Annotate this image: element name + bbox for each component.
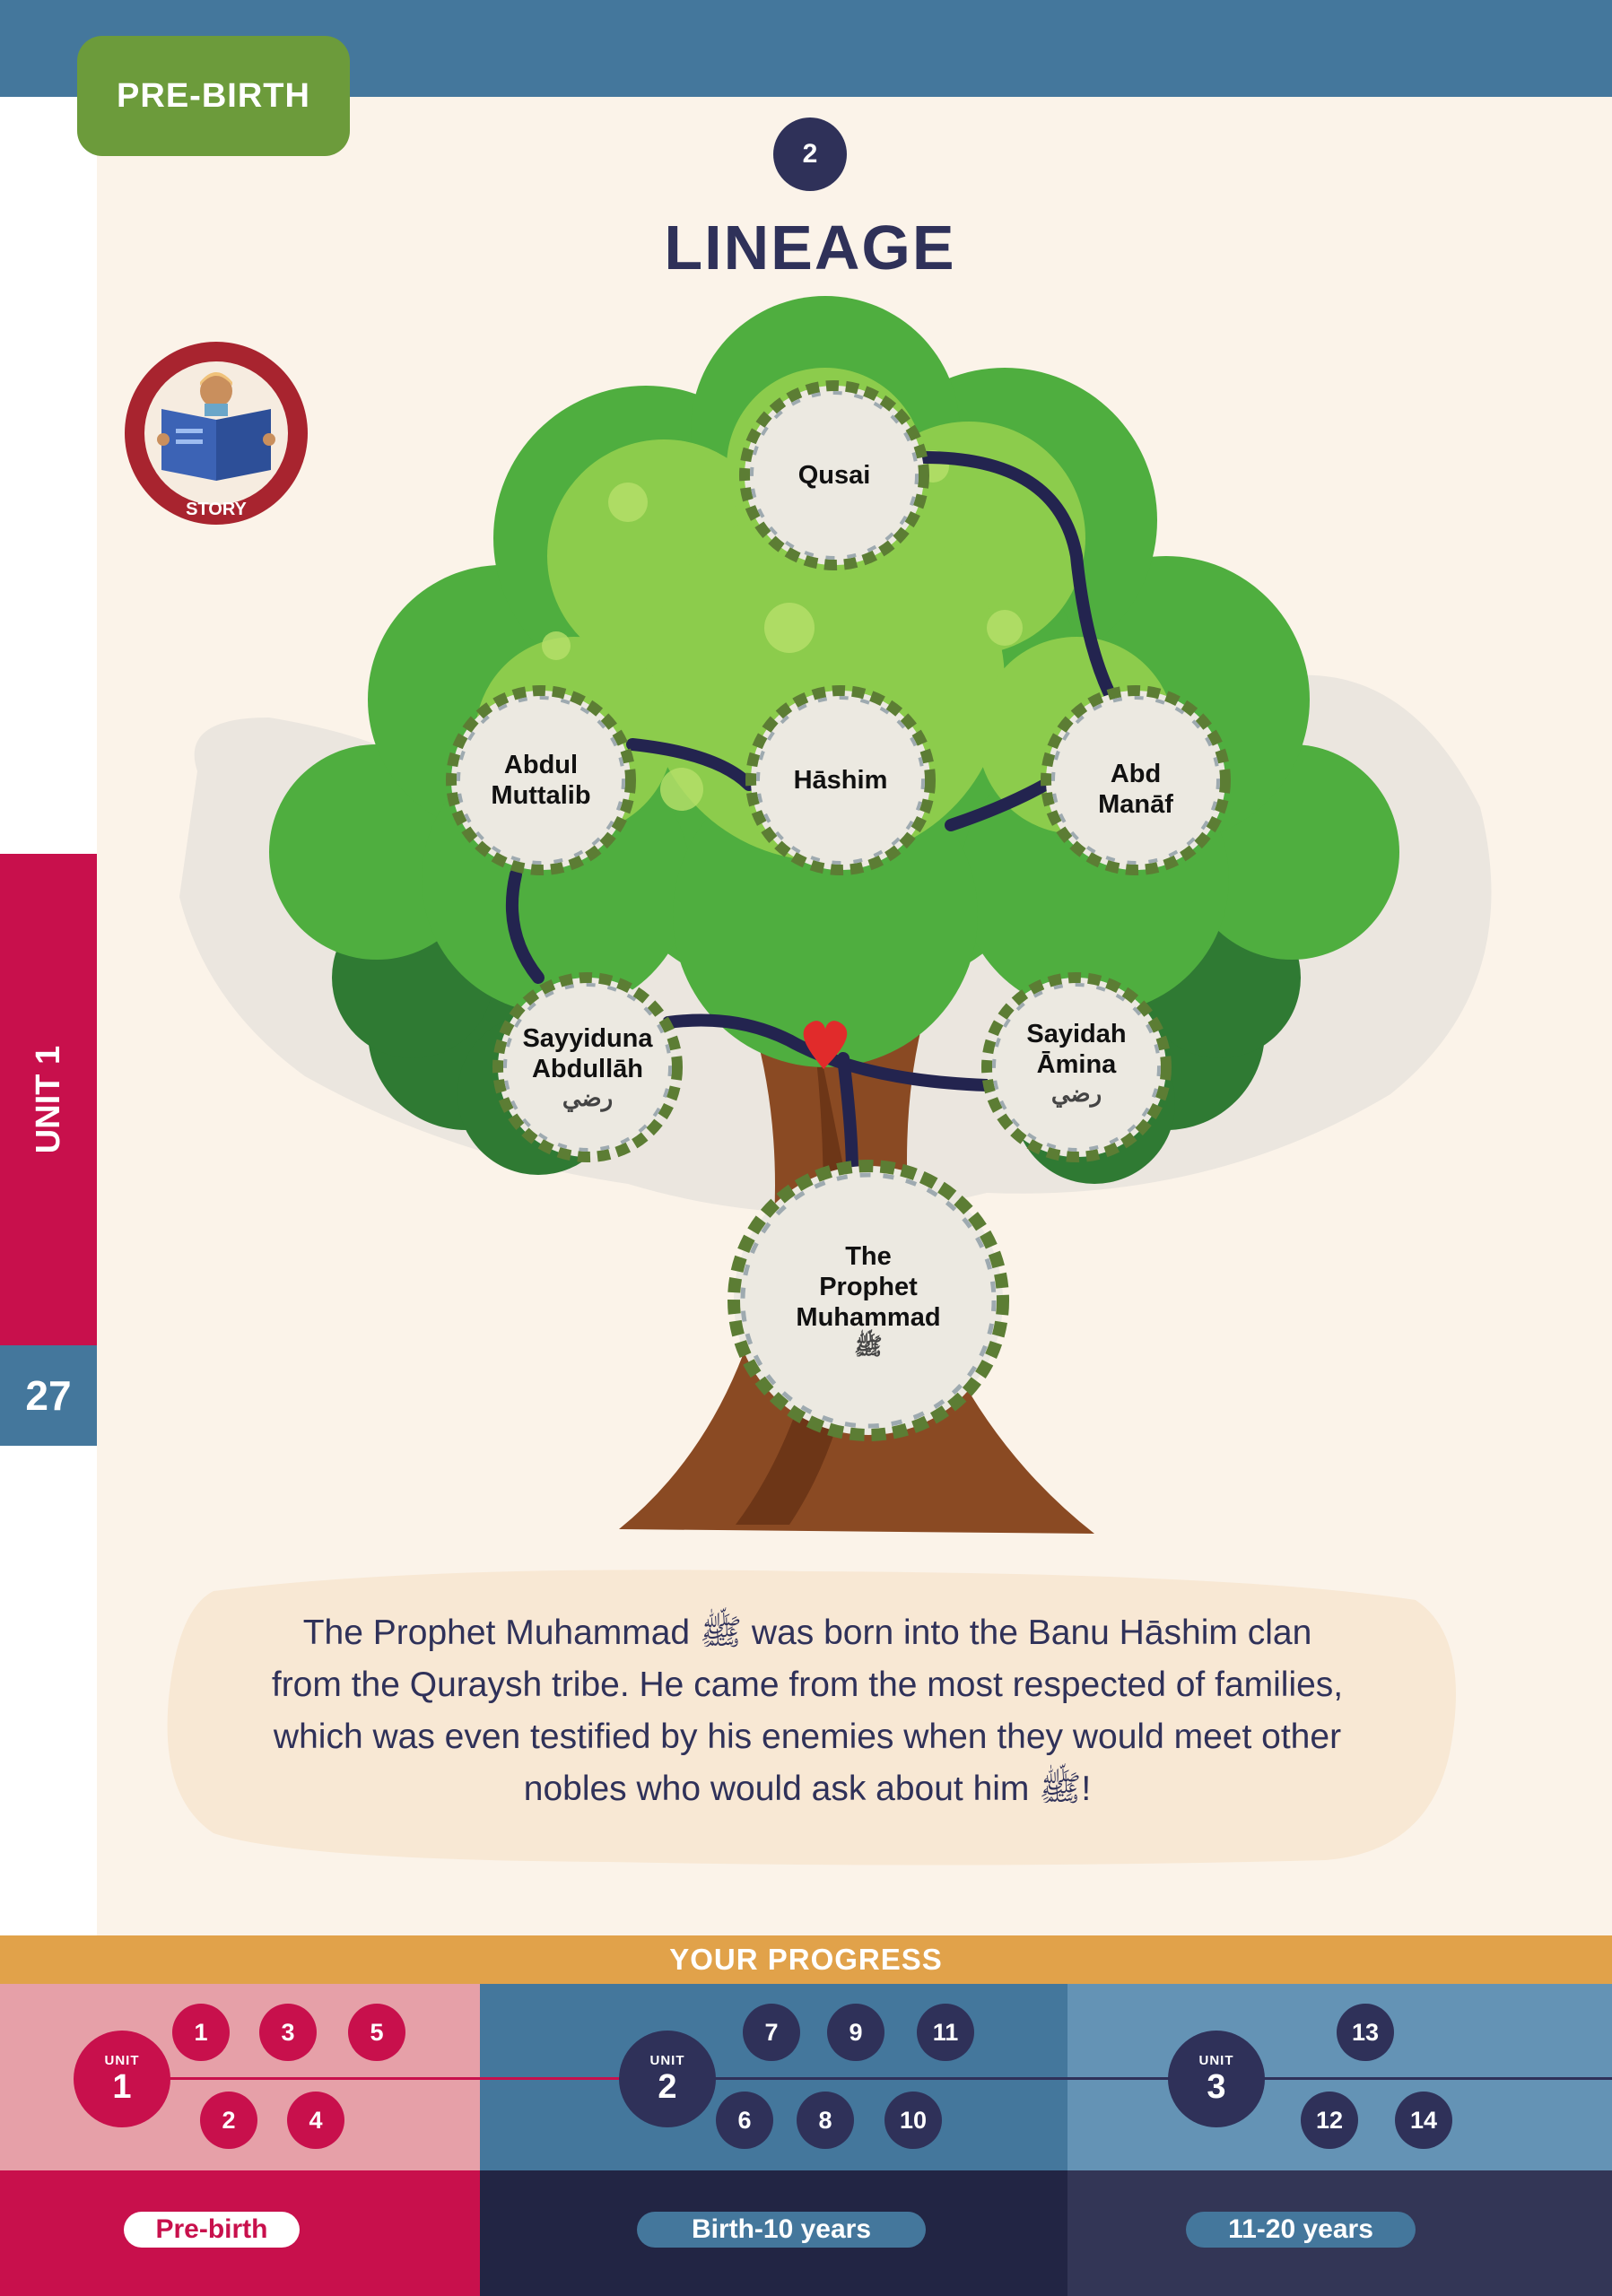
period-pill-11-20: 11-20 years [1186, 2212, 1416, 2248]
node-abdul-muttalib [451, 735, 631, 825]
story-line-4: nobles who would ask about him ﷺ! [523, 1770, 1092, 1808]
lesson-5-dot: 5 [348, 2004, 405, 2061]
section-tag: PRE-BIRTH [77, 36, 350, 156]
lesson-13-dot: 13 [1337, 2004, 1394, 2061]
lesson-12-dot: 12 [1301, 2092, 1358, 2149]
story-line-3: which was even testified by his enemies when they would meet other [273, 1718, 1342, 1756]
node-abdul-muttalib-line2: Muttalib [491, 781, 591, 810]
unit-2-number: 2 [658, 2068, 677, 2106]
story-badge-label: STORY [186, 500, 247, 519]
lesson-7-dot: 7 [743, 2004, 800, 2061]
node-abdullah-honorific: رضي [562, 1084, 614, 1111]
node-abd-manaf-line1: Abd [1110, 760, 1162, 788]
period-pill-pre-birth: Pre-birth [124, 2212, 300, 2248]
lesson-6-dot: 6 [716, 2092, 773, 2149]
lesson-number-badge: 2 [773, 117, 847, 191]
story-paragraph [197, 1607, 1417, 1822]
unit-2-marker [619, 2031, 716, 2127]
node-amina [987, 1009, 1166, 1117]
lesson-3-dot: 3 [259, 2004, 317, 2061]
page-number: 27 [0, 1345, 97, 1446]
node-amina-honorific: رضي [1050, 1080, 1102, 1107]
unit-3-marker [1168, 2031, 1265, 2127]
node-abdul-muttalib-line1: Abdul [503, 751, 579, 779]
node-abdullah-line2: Abdullāh [531, 1055, 644, 1083]
node-qusai [745, 439, 924, 511]
unit-1-marker [74, 2031, 170, 2127]
unit-3-word: UNIT [1198, 2053, 1234, 2068]
unit-1-number: 1 [112, 2068, 132, 2106]
progress-line-2 [655, 2077, 1612, 2080]
lesson-4-dot: 4 [287, 2092, 344, 2149]
node-qusai-line1: Qusai [797, 461, 871, 490]
node-prophet-honorific: ﷺ [854, 1333, 883, 1360]
node-abd-manaf-line2: Manāf [1098, 790, 1173, 819]
page-title: LINEAGE [664, 213, 956, 283]
unit-1-word: UNIT [104, 2053, 140, 2068]
node-abd-manaf [1046, 744, 1225, 834]
unit-2-word: UNIT [649, 2053, 685, 2068]
node-prophet-line2: Prophet [819, 1273, 918, 1301]
node-prophet-line3: Muhammad [796, 1303, 941, 1332]
lesson-8-dot: 8 [797, 2092, 854, 2149]
node-hashim [751, 744, 930, 816]
node-amina-line1: Sayidah [1026, 1020, 1127, 1048]
lesson-2-dot: 2 [200, 2092, 257, 2149]
period-pill-birth-10: Birth-10 years [637, 2212, 926, 2248]
lesson-9-dot: 9 [827, 2004, 884, 2061]
node-abdullah [498, 1013, 677, 1121]
unit-3-number: 3 [1207, 2068, 1226, 2106]
node-amina-line2: Āmina [1036, 1050, 1117, 1079]
story-line-2: from the Quraysh tribe. He came from the most respected of families, [271, 1665, 1344, 1704]
story-line-1: The Prophet Muhammad ﷺ was born into the Banu Hāshim clan [302, 1613, 1312, 1652]
node-abdullah-line1: Sayyiduna [522, 1024, 653, 1053]
lesson-1-dot: 1 [172, 2004, 230, 2061]
node-prophet-line1: The [845, 1242, 892, 1271]
lesson-10-dot: 10 [884, 2092, 942, 2149]
lesson-11-dot: 11 [917, 2004, 974, 2061]
progress-line-1 [117, 2077, 655, 2080]
node-prophet [779, 1229, 958, 1372]
lesson-14-dot: 14 [1395, 2092, 1452, 2149]
unit-label: UNIT 1 [30, 1045, 67, 1154]
progress-title: YOUR PROGRESS [0, 1935, 1612, 1984]
node-hashim-line1: Hāshim [793, 766, 888, 795]
